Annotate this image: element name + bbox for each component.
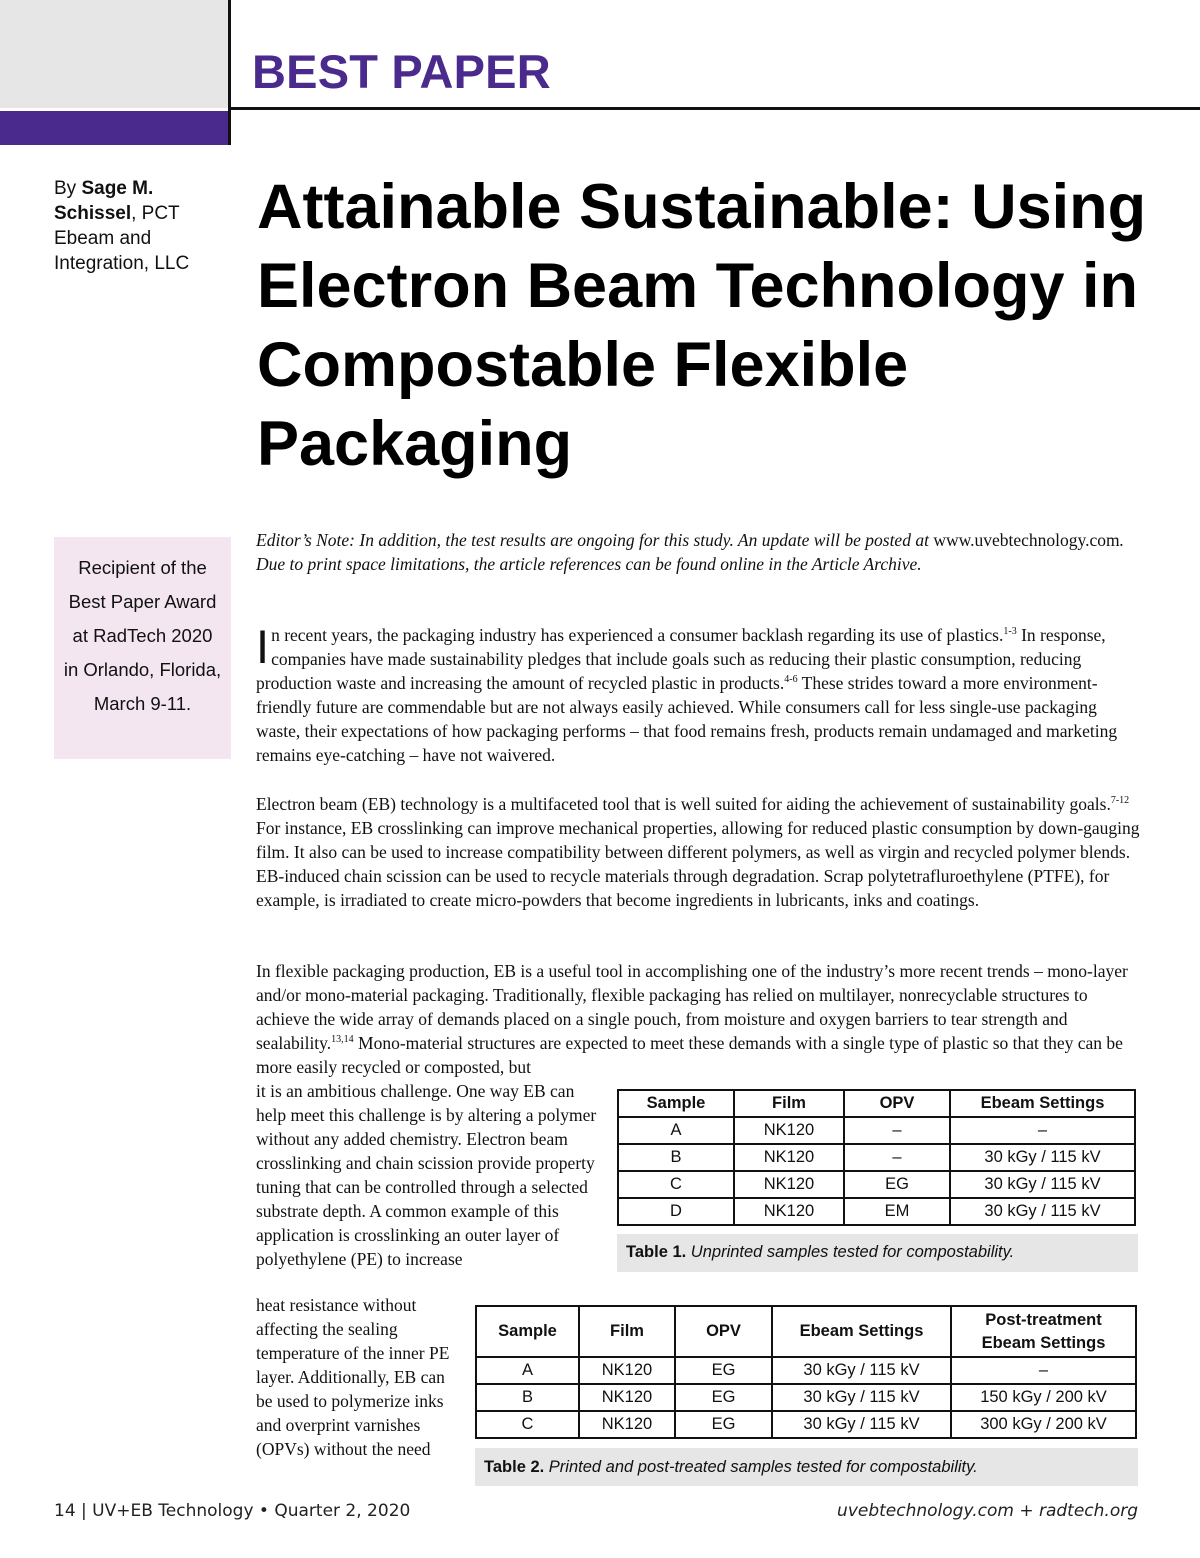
table-row bbox=[618, 1171, 1135, 1198]
reference-marker: 13,14 bbox=[331, 1034, 354, 1045]
body-paragraph-1 bbox=[256, 620, 1141, 767]
award-box bbox=[54, 537, 231, 759]
table-cell: A bbox=[618, 1117, 734, 1144]
editor-note bbox=[256, 528, 1141, 576]
table-cell: 30 kGy / 115 kV bbox=[772, 1411, 951, 1438]
footer-page-info: 14 | UV+EB Technology • Quarter 2, 2020 bbox=[54, 1501, 411, 1521]
table-row bbox=[618, 1117, 1135, 1144]
table-cell: B bbox=[476, 1384, 579, 1411]
table-cell: EG bbox=[675, 1384, 772, 1411]
table-cell: – bbox=[844, 1117, 950, 1144]
table-header-cell: Film bbox=[734, 1090, 844, 1117]
table-header-cell: OPV bbox=[675, 1306, 772, 1357]
table-header-cell: Post-treatment Ebeam Settings bbox=[951, 1306, 1136, 1357]
table-2 bbox=[475, 1305, 1137, 1439]
table-cell: D bbox=[618, 1198, 734, 1225]
award-line: Recipient of the bbox=[78, 557, 207, 578]
table-cell: NK120 bbox=[734, 1171, 844, 1198]
table-cell: 30 kGy / 115 kV bbox=[950, 1144, 1135, 1171]
table-cell: NK120 bbox=[734, 1198, 844, 1225]
section-label: BEST PAPER bbox=[252, 45, 551, 98]
reference-marker: 4-6 bbox=[784, 674, 798, 685]
table-1-caption bbox=[617, 1234, 1138, 1272]
table-cell: – bbox=[950, 1117, 1135, 1144]
table-cell: 150 kGy / 200 kV bbox=[951, 1384, 1136, 1411]
paragraph-text: Mono-material structures are expected to meet these demands with a single type of plastic so that they can be more easily recycled or composted, but bbox=[256, 1033, 1123, 1077]
drop-cap: I bbox=[256, 620, 270, 673]
table-header-cell: OPV bbox=[844, 1090, 950, 1117]
body-paragraph-3 bbox=[256, 959, 1141, 1079]
paragraph-text: n recent years, the packaging industry has experienced a consumer backlash regarding its use of plastics. bbox=[271, 625, 1004, 645]
table-cell: 30 kGy / 115 kV bbox=[772, 1357, 951, 1384]
paragraph-text: In flexible packaging production, EB is a useful tool in accomplishing one of the industry’s more recent trends – mono-layer and/or mono-material packaging. Traditionally, flexible packaging has relied on multilayer, nonrecyclable structures to achieve the wide array of demands placed on a single pouch, from moisture and oxygen barriers to tear strength and sealability. bbox=[256, 961, 1128, 1053]
table-2-caption bbox=[475, 1448, 1138, 1486]
table-cell: EG bbox=[844, 1171, 950, 1198]
table-header-cell: Sample bbox=[618, 1090, 734, 1117]
header-purple-bar bbox=[0, 111, 228, 145]
byline-author: Sage M. Schissel bbox=[54, 178, 154, 224]
table-cell: NK120 bbox=[579, 1384, 675, 1411]
byline-prefix: By bbox=[54, 178, 82, 199]
byline bbox=[54, 176, 224, 276]
caption-label: Table 2. bbox=[484, 1458, 545, 1476]
reference-marker: 7-12 bbox=[1110, 795, 1130, 806]
body-paragraph-2 bbox=[256, 792, 1141, 912]
table-cell: 300 kGy / 200 kV bbox=[951, 1411, 1136, 1438]
caption-text: Unprinted samples tested for compostability. bbox=[686, 1243, 1015, 1261]
table-header-cell: Ebeam Settings bbox=[950, 1090, 1135, 1117]
table-row bbox=[618, 1144, 1135, 1171]
footer-websites[interactable]: uvebtechnology.com + radtech.org bbox=[837, 1501, 1138, 1521]
table-header-row bbox=[476, 1306, 1136, 1357]
table-cell: NK120 bbox=[734, 1117, 844, 1144]
table-row bbox=[476, 1411, 1136, 1438]
body-paragraph-5: heat resistance without affecting the sealing temperature of the inner PE layer. Additionally, EB can be used to polymerize inks and overprint varnishes (OPVs) without the need bbox=[256, 1295, 450, 1459]
header-gray-block bbox=[0, 0, 228, 108]
editor-note-text: . Due to print space limitations, the article references can be found online in the Article Archive. bbox=[256, 530, 1124, 574]
table-cell: C bbox=[476, 1411, 579, 1438]
table-cell: NK120 bbox=[579, 1357, 675, 1384]
table-header-cell: Film bbox=[579, 1306, 675, 1357]
header-horizontal-rule bbox=[228, 107, 1200, 110]
table-cell: NK120 bbox=[579, 1411, 675, 1438]
article-title: Attainable Sustainable: Using Electron Beam Technology in Compostable Flexible Packaging bbox=[257, 172, 1147, 479]
paragraph-text: For instance, EB crosslinking can improve mechanical properties, allowing for reduced plastic consumption by down-gauging film. It also can be used to increase compatibility between different polymers, as well as virgin and recycled polymer blends. EB-induced chain scission can be used to recycle materials through degradation. Scrap polytetrafluroethylene (PTFE), for example, is irradiated to create micro-powders that become ingredients in lubricants, inks and coatings. bbox=[256, 818, 1140, 910]
table-cell: 30 kGy / 115 kV bbox=[950, 1198, 1135, 1225]
reference-marker: 1-3 bbox=[1003, 626, 1017, 637]
table-header-cell: Sample bbox=[476, 1306, 579, 1357]
paragraph-text: These strides toward a more environment-friendly future are commendable but are not always easily achieved. While consumers call for less single-use packaging waste, their expectations of how packaging performs – that food remains fresh, products remain undamaged and marketing remains eye-catching – have not waivered. bbox=[256, 673, 1118, 765]
table-cell: C bbox=[618, 1171, 734, 1198]
table-cell: EG bbox=[675, 1411, 772, 1438]
table-cell: B bbox=[618, 1144, 734, 1171]
table-cell: – bbox=[844, 1144, 950, 1171]
table-row bbox=[618, 1198, 1135, 1225]
award-line: at RadTech 2020 bbox=[72, 625, 213, 646]
body-paragraph-4: it is an ambitious challenge. One way EB can help meet this challenge is by altering a polymer without any added chemistry. Electron beam crosslinking and chain scission provide property tuning that can be controlled through a selected substrate depth. A common example of this application is crosslinking an outer layer of polyethylene (PE) to increase bbox=[256, 1081, 597, 1269]
award-line: Best Paper Award bbox=[68, 591, 217, 612]
header-vertical-rule bbox=[228, 0, 231, 145]
table-cell: – bbox=[951, 1357, 1136, 1384]
table-cell: A bbox=[476, 1357, 579, 1384]
editor-note-url[interactable]: www.uvebtechnology.com bbox=[933, 530, 1120, 550]
caption-label: Table 1. bbox=[626, 1243, 687, 1261]
table-1 bbox=[617, 1089, 1136, 1226]
award-line: March 9-11. bbox=[93, 693, 192, 714]
table-row bbox=[476, 1384, 1136, 1411]
byline-affiliation: , PCT Ebeam and Integration, LLC bbox=[54, 203, 190, 274]
paragraph-text: Electron beam (EB) technology is a multifaceted tool that is well suited for aiding the achievement of sustainability goals. bbox=[256, 794, 1111, 814]
table-cell: NK120 bbox=[734, 1144, 844, 1171]
editor-note-text: Editor’s Note: In addition, the test results are ongoing for this study. An update will be posted at bbox=[256, 530, 934, 550]
table-cell: EG bbox=[675, 1357, 772, 1384]
table-cell: 30 kGy / 115 kV bbox=[950, 1171, 1135, 1198]
caption-text: Printed and post-treated samples tested for compostability. bbox=[544, 1458, 978, 1476]
table-cell: EM bbox=[844, 1198, 950, 1225]
table-cell: 30 kGy / 115 kV bbox=[772, 1384, 951, 1411]
table-header-cell: Ebeam Settings bbox=[772, 1306, 951, 1357]
award-line: in Orlando, Florida, bbox=[63, 659, 222, 680]
paragraph-text: In response, companies have made sustainability pledges that include goals such as reducing their plastic consumption, reducing production waste and increasing the amount of recycled plastic in products. bbox=[256, 625, 1106, 693]
table-header-row bbox=[618, 1090, 1135, 1117]
table-row bbox=[476, 1357, 1136, 1384]
